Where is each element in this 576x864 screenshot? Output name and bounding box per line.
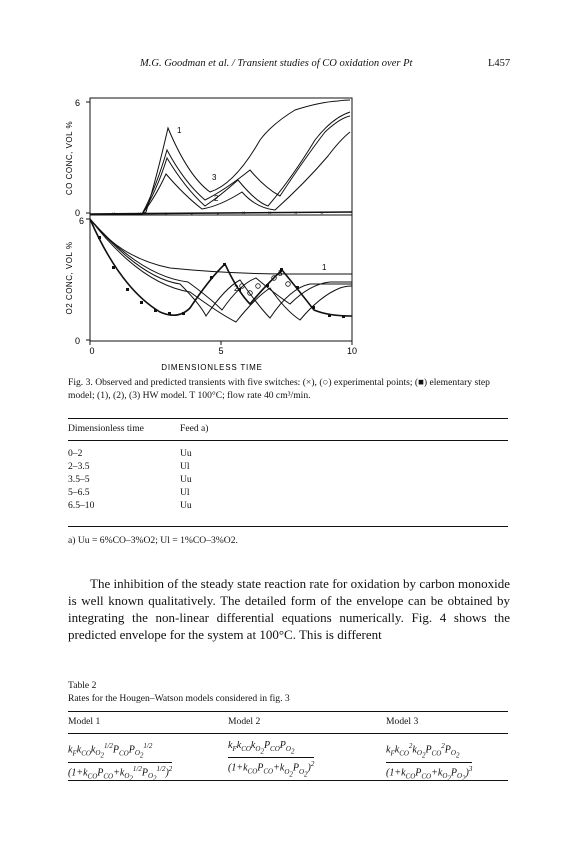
- table2-subtitle: Rates for the Hougen–Watson models considered in fig. 3: [68, 693, 290, 704]
- svg-text:×: ×: [268, 211, 272, 217]
- table2-header-model3: Model 3: [386, 716, 419, 727]
- table1-cell: Ul: [180, 461, 190, 472]
- bottom-ytick-0: 0: [74, 336, 80, 346]
- table1-header-rule: [68, 440, 508, 441]
- table2-header-rule: [68, 733, 508, 734]
- xtick-0: 0: [89, 346, 95, 356]
- top-panel-frame: [90, 98, 352, 215]
- table1-cell: Uu: [180, 500, 192, 511]
- svg-text:×: ×: [242, 211, 246, 217]
- model1-rate-formula: $k_Fk_{CO}k_{O_2}^{1/2}P_{CO}P_{O_2}^{1/2}$ $(1+k_{CO}P_{CO}+k_{O_2}^{1/2}P_{O_2}^{1/2})^2$: [68, 742, 173, 783]
- figure-caption-label: Fig. 3.: [68, 377, 93, 388]
- co-curve-3: [90, 116, 350, 214]
- table1-cell: 0–2: [68, 448, 83, 459]
- svg-text:×: ×: [320, 211, 324, 217]
- figure-caption: [68, 376, 508, 402]
- svg-text:×: ×: [112, 212, 116, 218]
- top-label-1: 1: [177, 126, 182, 135]
- table1-top-rule: [68, 418, 508, 419]
- bottom-label-3: 3: [278, 269, 283, 278]
- bottom-ylabel: O2 CONC, VOL %: [65, 241, 74, 315]
- co-curve-2: [90, 112, 350, 214]
- o2-experimental-points: [98, 236, 345, 318]
- table2-header-model2: Model 2: [228, 716, 261, 727]
- xtick-10: 10: [346, 346, 358, 356]
- top-ytick-6: 6: [74, 98, 80, 108]
- table1-bottom-rule: [68, 526, 508, 527]
- table1-header-feed: Feed a): [180, 423, 209, 434]
- xtick-5: 5: [218, 346, 224, 356]
- table1-cell: 6.5–10: [68, 500, 95, 511]
- running-title: M.G. Goodman et al. / Transient studies of CO oxidation over Pt: [140, 58, 413, 69]
- co-curve-1: [90, 100, 350, 214]
- bottom-label-2: 2: [234, 284, 239, 293]
- table1-footnote: a) Uu = 6%CO–3%O2; Ul = 1%CO–3%O2.: [68, 535, 238, 546]
- page-number: L457: [488, 58, 511, 69]
- svg-text:×: ×: [138, 212, 142, 218]
- table1-header-time: Dimensionless time: [68, 423, 144, 434]
- top-label-2: 2: [214, 194, 219, 203]
- table2-title: Table 2: [68, 680, 97, 691]
- table2-header-model1: Model 1: [68, 716, 101, 727]
- model2-rate-formula: $k_Fk_{CO}k_{O_2}P_{CO}P_{O_2}$ $(1+k_{CO}P_{CO}+k_{O_2}P_{O_2})^2$: [228, 740, 315, 779]
- top-panel-curves: [90, 100, 352, 214]
- svg-text:×: ×: [294, 211, 298, 217]
- table1-cell: 5–6.5: [68, 487, 90, 498]
- svg-text:×: ×: [164, 212, 168, 218]
- o2-curve-1: [90, 219, 352, 274]
- bottom-panel-frame: [90, 215, 352, 341]
- table1-cell: 2–3.5: [68, 461, 90, 472]
- model3-rate-formula: $k_Fk_{CO}^2k_{O_2}P_{CO}^2P_{O_2}$ $(1+k_{CO}P_{CO}+k_{O_2}P_{O_2})^3$: [386, 742, 473, 783]
- o2-elementary-model: [90, 219, 352, 316]
- table2-bottom-rule: [68, 780, 508, 781]
- table1-cell: Uu: [180, 448, 192, 459]
- svg-text:×: ×: [216, 212, 220, 218]
- figure-caption-text: Observed and predicted transients with five switches: (×), (○) experimental points; (■) elementary step model; (1), (2), (3) HW model. T 100°C; flow rate 40 cm³/min.: [68, 377, 490, 401]
- table2-top-rule: [68, 711, 508, 712]
- figure-3: [60, 88, 370, 372]
- table-1: [68, 418, 508, 528]
- table-2: [68, 680, 508, 790]
- table1-cell: Uu: [180, 474, 192, 485]
- top-label-3: 3: [212, 173, 217, 182]
- figure-plot: [60, 88, 370, 372]
- bottom-label-1: 1: [322, 263, 327, 272]
- co-curve-4: [90, 132, 350, 214]
- bottom-ytick-6: 6: [78, 216, 84, 226]
- top-ytick-0: 0: [74, 208, 80, 218]
- top-ylabel: CO CONC, VOL %: [65, 120, 74, 196]
- table1-cell: Ul: [180, 487, 190, 498]
- body-paragraph: The inhibition of the steady state reaction rate for oxidation by carbon monoxide is well known qualitatively. The detailed form of the envelope can be obtained by integrating the non-linear differential equations numerically. Fig. 4 shows the predicted envelope for the system at 100°C. This is different: [68, 576, 510, 642]
- running-header: [0, 58, 576, 74]
- table1-cell: 3.5–5: [68, 474, 90, 485]
- x-axis-label: DIMENSIONLESS TIME: [161, 363, 263, 372]
- svg-text:×: ×: [190, 212, 194, 218]
- co-experimental-baseline: [90, 212, 352, 214]
